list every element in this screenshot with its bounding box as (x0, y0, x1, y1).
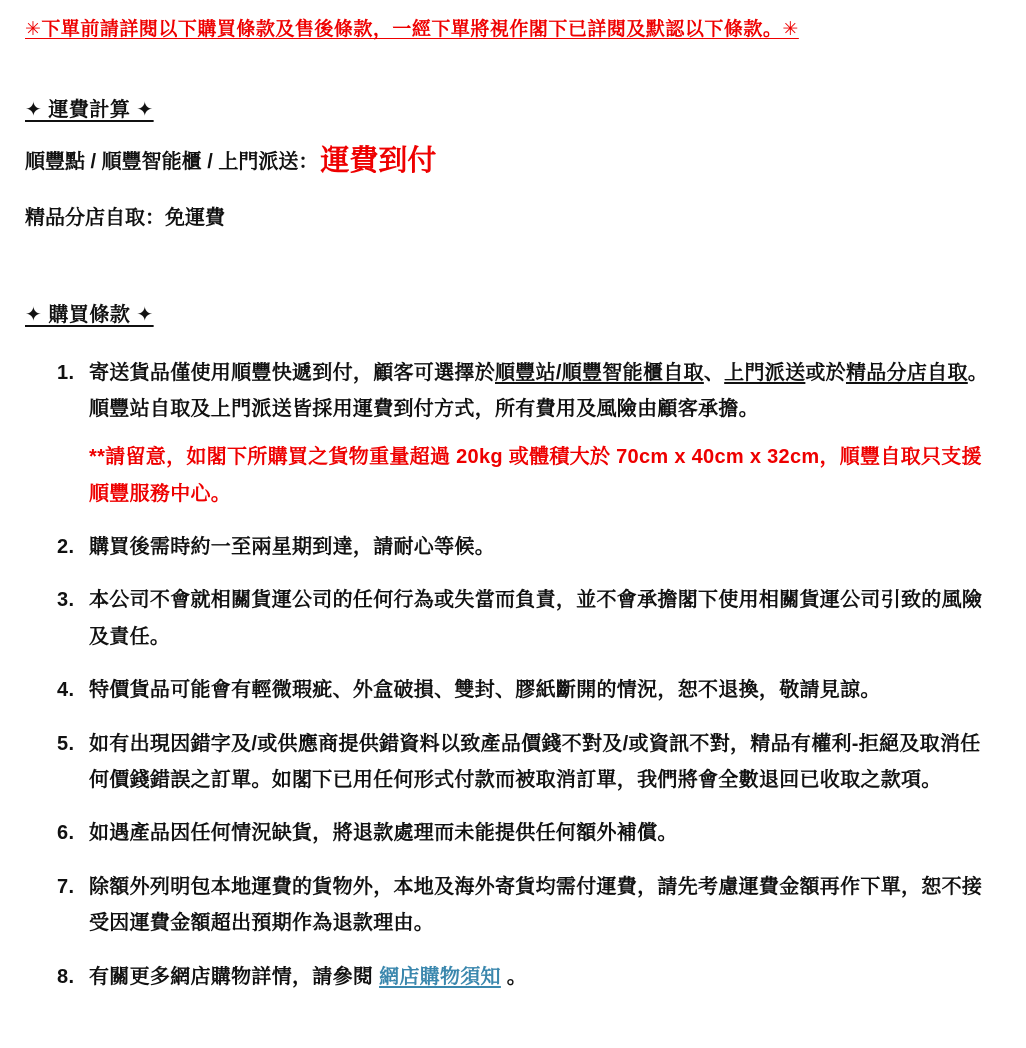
shipping-fee-section (25, 93, 998, 234)
sf-delivery-methods-label: 順豐點 / 順豐智能櫃 / 上門派送： (25, 150, 319, 173)
term-text: 本公司不會就相關貨運公司的任何行為或失當而負責，並不會承擔閣下使用相關貨運公司引致的風險及責任。 (89, 589, 983, 648)
term-paragraph (89, 815, 998, 851)
shipping-fee-title: ✦ 運費計算 ✦ (25, 98, 154, 121)
term-text-underlined: 精品分店自取 (845, 361, 968, 384)
term-item (89, 355, 998, 513)
term-item (89, 815, 998, 851)
term-text: 除額外列明包本地運費的貨物外，本地及海外寄貨均需付運費，請先考慮運費金額再作下單，恕不接受因運費金額超出預期作為退款理由。 (89, 875, 983, 935)
pre-order-notice: ✳下單前請詳閱以下購買條款及售後條款，一經下單將視作閣下已詳閱及默認以下條款。✳ (25, 19, 799, 40)
term-note-red (89, 439, 998, 512)
purchase-terms-section (25, 298, 998, 995)
term-paragraph (89, 355, 998, 428)
freight-collect-value: 運費到付 (320, 144, 437, 177)
term-paragraph (89, 726, 998, 799)
term-text: **請留意，如閣下所購買之貨物重量超過 20kg 或體積大於 70cm x 40cm x 32cm，順豐自取只支援順豐服務中心。 (89, 446, 982, 505)
term-text: 寄送貨品僅使用順豐快遞到付，顧客可選擇於 (89, 361, 495, 384)
store-shopping-guide-link[interactable]: 網店購物須知 (379, 965, 501, 988)
term-text: 。 (500, 965, 528, 988)
term-text: 特價貨品可能會有輕微瑕疵、外盒破損、雙封、膠紙斷開的情況，恕不退換，敬請見諒。 (89, 679, 881, 702)
terms-list (25, 355, 998, 995)
term-paragraph (89, 582, 998, 655)
term-item (89, 869, 998, 942)
term-item (89, 582, 998, 655)
sf-delivery-line (25, 146, 998, 178)
term-text: 如有出現因錯字及/或供應商提供錯資料以致產品價錢不對及/或資訊不對，精品有權利-拒絕及取消任何價錢錯誤之訂單。如閣下已用任何形式付款而被取消訂單，我們將會全數退回已收取之款項。 (89, 732, 981, 792)
term-item (89, 672, 998, 708)
term-text: 購買後需時約一至兩星期到達，請耐心等候。 (89, 536, 495, 559)
purchase-terms-title: ✦ 購買條款 ✦ (25, 303, 154, 326)
term-text: 或於 (805, 361, 846, 384)
term-item (89, 959, 998, 995)
term-text: 如遇產品因任何情況缺貨，將退款處理而未能提供任何額外補償。 (89, 822, 678, 845)
term-paragraph (89, 672, 998, 708)
term-text: 。順豐站自取及上門派送皆採用運費到付方式，所有費用及風險由顧客承擔。 (89, 361, 989, 420)
term-item (89, 529, 998, 565)
term-paragraph (89, 869, 998, 942)
term-text: 有關更多網店購物詳情，請參閱 (89, 965, 380, 988)
term-paragraph (89, 959, 998, 995)
term-text-underlined: 順豐站/順豐智能櫃自取 (495, 361, 704, 384)
term-text: 、 (703, 361, 725, 384)
term-text-underlined: 上門派送 (724, 361, 806, 384)
store-pickup-line: 精品分店自取：免運費 (25, 206, 225, 229)
term-item (89, 726, 998, 799)
term-paragraph (89, 529, 998, 565)
